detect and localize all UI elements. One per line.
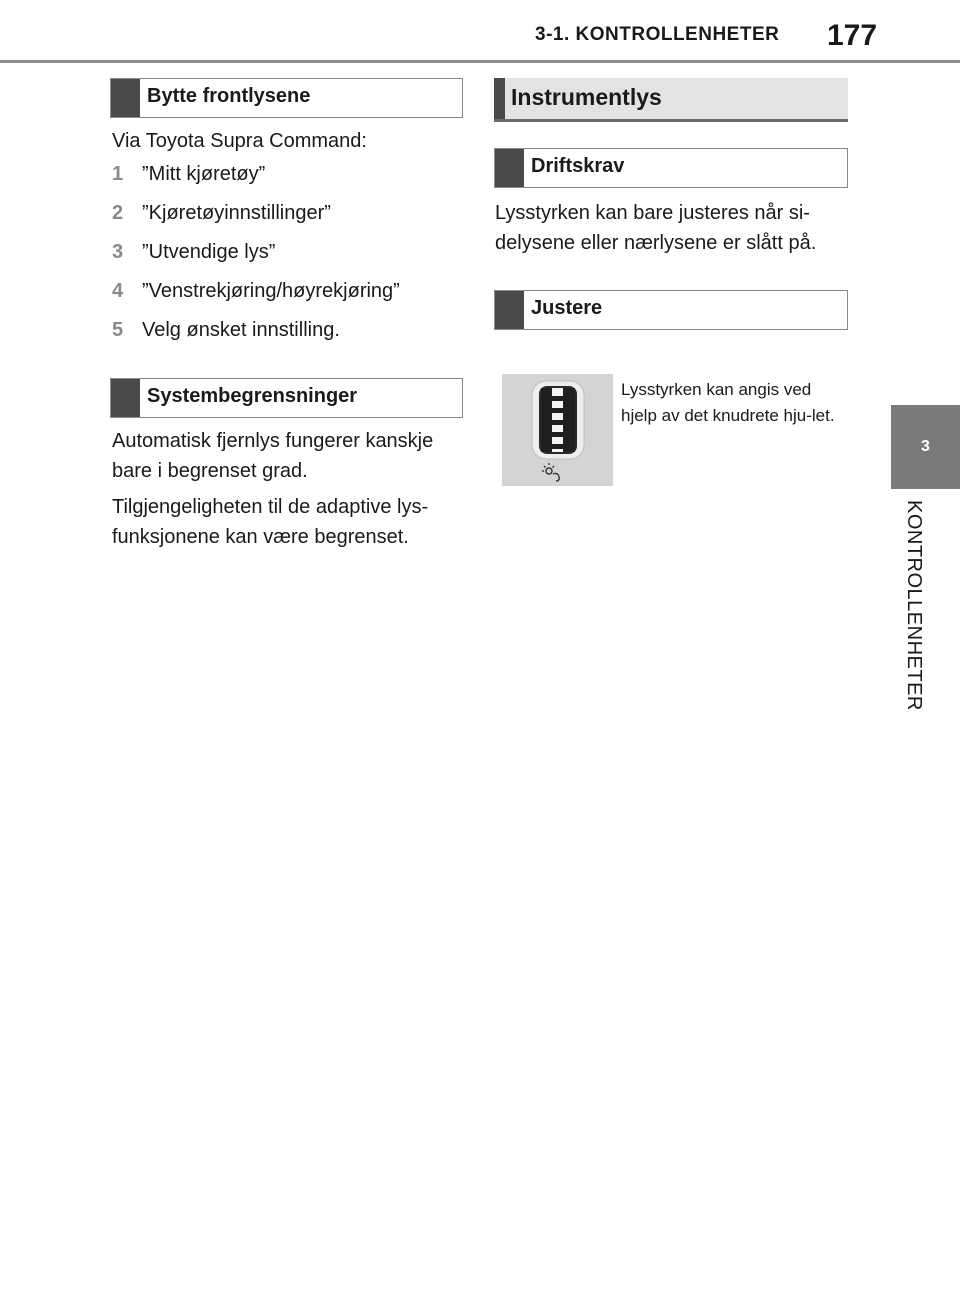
- step-item: [112, 280, 400, 303]
- step-number: 1: [112, 163, 124, 185]
- heading-marker: [111, 79, 140, 117]
- step-text: ”Utvendige lys”: [142, 241, 276, 263]
- step-number: 3: [112, 241, 124, 263]
- header-rule: [0, 60, 960, 63]
- heading-marker: [495, 149, 524, 187]
- section-heading-text: Justere: [531, 297, 603, 319]
- paragraph-adaptive-light: Tilgjengeligheten til de adaptive lys-funksjonene kan være begrenset.: [112, 496, 429, 548]
- paragraph-drift-requirements: Lysstyrken kan bare justeres når si-delysene eller nærlysene er slått på.: [495, 202, 817, 254]
- chapter-number: 3: [921, 438, 930, 455]
- step-text: Velg ønsket innstilling.: [142, 319, 340, 341]
- intro-text: Via Toyota Supra Command:: [112, 130, 367, 152]
- step-item: [112, 163, 265, 186]
- paragraph-automatic-high-beam: Automatisk fjernlys fungerer kanskje bare i begrenset grad.: [112, 430, 434, 482]
- section-heading-text: Driftskrav: [531, 155, 625, 177]
- section-heading-bytte-frontlysene: [110, 78, 463, 118]
- heading-marker: [495, 291, 524, 329]
- thumbwheel-illustration: [502, 374, 613, 486]
- running-header-section-title: 3-1. KONTROLLENHETER: [535, 24, 780, 45]
- section-heading-text: Systembegrensninger: [147, 385, 358, 407]
- heading-marker: [494, 78, 505, 119]
- step-text: ”Kjøretøyinnstillinger”: [142, 202, 331, 224]
- step-item: [112, 202, 331, 225]
- section-heading-systembegrensninger: [110, 378, 463, 418]
- chapter-tab: [891, 405, 960, 489]
- step-item: [112, 319, 340, 342]
- step-text: ”Mitt kjøretøy”: [142, 163, 266, 185]
- section-heading-driftskrav: [494, 148, 848, 188]
- page-number: 177: [827, 19, 878, 52]
- step-number: 5: [112, 319, 124, 341]
- section-heading-justere: [494, 290, 848, 330]
- step-text: ”Venstrekjøring/høyrekjøring”: [142, 280, 400, 302]
- chapter-side-label: KONTROLLENHETER: [903, 500, 925, 711]
- main-heading-instrumentlys: [494, 78, 848, 122]
- heading-marker: [111, 379, 140, 417]
- step-number: 2: [112, 202, 124, 224]
- thumbwheel-graphic: [502, 374, 613, 486]
- figure-caption: Lysstyrken kan angis ved hjelp av det knudrete hju-let.: [621, 380, 835, 425]
- step-number: 4: [112, 280, 124, 302]
- step-item: [112, 241, 275, 264]
- section-heading-text: Bytte frontlysene: [147, 85, 311, 107]
- main-heading-text: Instrumentlys: [511, 84, 662, 110]
